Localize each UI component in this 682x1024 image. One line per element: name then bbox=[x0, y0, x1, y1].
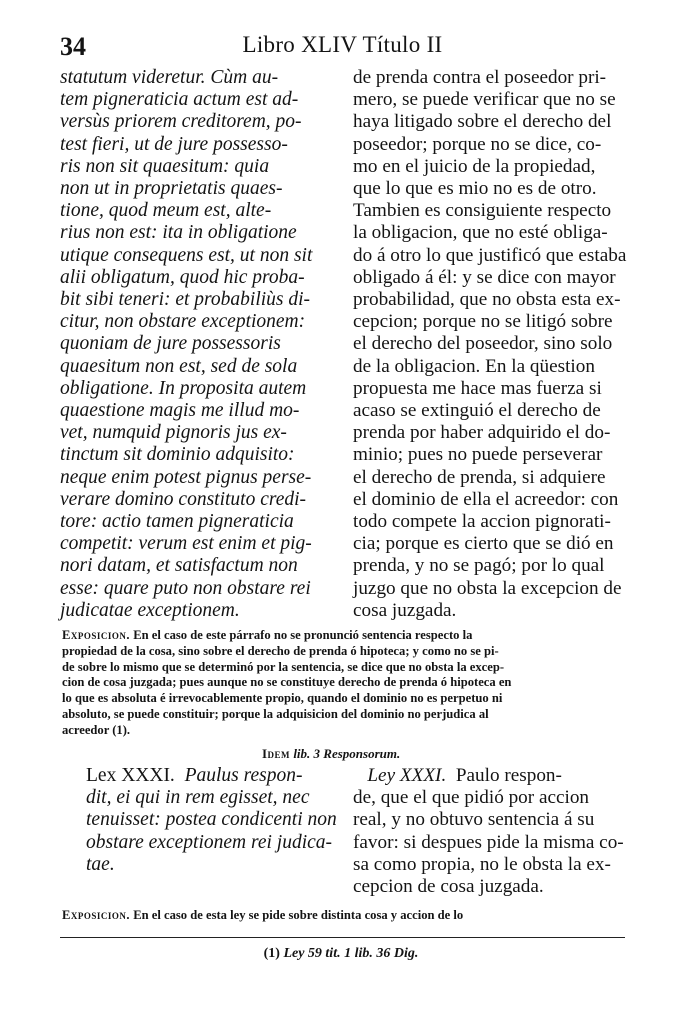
text-line: esse: quare puto non obstare rei bbox=[60, 577, 311, 599]
text-line: obligado á él: y se dice con mayor bbox=[353, 266, 616, 288]
text-line: tore: actio tamen pigneraticia bbox=[60, 511, 294, 533]
text-line: poseedor; porque no se dice, co- bbox=[353, 133, 602, 155]
text-line: tenuisset: postea condicenti non bbox=[86, 809, 337, 831]
text-line: lo que es absoluta é irrevocablemente propio, quando el dominio no es perpetuo ni bbox=[62, 691, 503, 706]
text-line: alii obligatum, quod hic proba- bbox=[60, 266, 305, 288]
text-line: minio; pues no puede perseverar bbox=[353, 444, 603, 466]
text-line: quoniam de jure possessoris bbox=[60, 333, 281, 355]
law-opening: Paulus respon- bbox=[184, 765, 303, 786]
page-number: 34 bbox=[60, 32, 86, 61]
text-line: neque enim potest pignus perse- bbox=[60, 466, 312, 488]
law-number-spanish: Ley XXXI. bbox=[367, 765, 447, 786]
running-title: Libro XLIV Título II bbox=[242, 32, 443, 57]
text-line: cepcion; porque no se litigó sobre bbox=[353, 311, 613, 333]
text-line: haya litigado sobre el derecho del bbox=[353, 111, 612, 133]
law-spanish-column bbox=[353, 765, 625, 898]
footnote-marker: (1) bbox=[263, 946, 280, 961]
text-line: cia; porque es cierto que se dió en bbox=[353, 533, 614, 555]
text-line: de, que el que pidió por accion bbox=[353, 787, 590, 809]
footnote-ley: Ley bbox=[283, 946, 305, 961]
exposition-label: Exposicion. bbox=[62, 628, 131, 642]
text-line: la obligacion, que no esté obliga- bbox=[353, 222, 608, 244]
source-reference bbox=[262, 746, 400, 762]
text-line bbox=[62, 628, 625, 644]
text-line: citur, non obstare exceptionem: bbox=[60, 311, 306, 333]
text-line: de la obligacion. En la qüestion bbox=[353, 355, 595, 377]
text-line: tae. bbox=[86, 853, 115, 875]
text-line: absoluto, se puede constituir; porque la adquisicion del dominio no perjudica al bbox=[62, 706, 489, 721]
text-line bbox=[353, 765, 625, 787]
exposition-text: En el caso de esta ley se pide sobre distinta cosa y accion de lo bbox=[130, 908, 464, 922]
text-line: statutum videretur. Cùm au- bbox=[60, 67, 279, 88]
spanish-text-column bbox=[353, 67, 625, 622]
text-line: utique consequens est, ut non sit bbox=[60, 244, 313, 266]
text-line: verare domino constituto credi- bbox=[60, 488, 307, 510]
text-line: vet, numquid pignoris jus ex- bbox=[60, 422, 287, 444]
text-line: prenda por haber adquirido el do- bbox=[353, 422, 611, 444]
text-line: mero, se puede verificar que no se bbox=[353, 89, 616, 111]
text-line: judicatae exceptionem. bbox=[60, 599, 240, 621]
exposition-label: Exposicion. bbox=[62, 908, 131, 922]
page-header bbox=[60, 32, 625, 62]
text-line: de sobre lo mismo que se determinó por la sentencia, se dice que no obsta la excep- bbox=[62, 659, 505, 674]
text-line: rius non est: ita in obligatione bbox=[60, 222, 297, 244]
text-line: juzgo que no obsta la excepcion de bbox=[353, 577, 622, 599]
text-line: el derecho de prenda, si adquiere bbox=[353, 466, 606, 488]
text-line: acaso se extinguió el derecho de bbox=[353, 400, 601, 422]
text-line: real, y no obtuvo sentencia á su bbox=[353, 809, 595, 831]
text-line: todo compete la accion pignorati- bbox=[353, 511, 611, 533]
text-line: tione, quod meum est, alte- bbox=[60, 200, 272, 222]
text-line: que lo que es mio no es de otro. bbox=[353, 178, 597, 200]
text-line: nori datam, et satisfactum non bbox=[60, 555, 298, 577]
latin-text-column bbox=[60, 67, 340, 622]
text-line: Tambien es consiguiente respecto bbox=[353, 200, 612, 222]
text-line: quaesitum non est, sed de sola bbox=[60, 355, 298, 377]
text-line: mo en el juicio de la propiedad, bbox=[353, 155, 596, 177]
text-line: de prenda contra el poseedor pri- bbox=[353, 67, 607, 88]
text-line: cepcion de cosa juzgada. bbox=[353, 876, 544, 898]
law-opening: Paulo respon- bbox=[455, 765, 562, 786]
exposition-text: En el caso de este párrafo no se pronunció sentencia respecto la bbox=[130, 628, 473, 642]
text-line: cosa juzgada. bbox=[353, 599, 457, 621]
text-line: test fieri, ut de jure possesso- bbox=[60, 133, 288, 155]
text-line: propiedad de la cosa, sino sobre el derecho de prenda ó hipoteca; y como no se pi- bbox=[62, 643, 499, 658]
text-line: sa como propia, no le obsta la ex- bbox=[353, 853, 611, 875]
text-line: tem pigneraticia actum est ad- bbox=[60, 89, 299, 111]
text-line: propuesta me hace mas fuerza si bbox=[353, 377, 602, 399]
exposition-note bbox=[62, 908, 625, 924]
text-line: ris non sit quaesitum: quia bbox=[60, 155, 270, 177]
text-line: versùs priorem creditorem, po- bbox=[60, 111, 302, 133]
text-line: cion de cosa juzgada; pues aunque no se constituye derecho de prenda ó hipoteca en bbox=[62, 675, 512, 690]
text-line: do á otro lo que justificó que estaba bbox=[353, 244, 627, 266]
exposition-note bbox=[62, 628, 625, 739]
text-line: dit, ei qui in rem egisset, nec bbox=[86, 787, 310, 809]
text-line: obligatione. In proposita autem bbox=[60, 377, 307, 399]
footnote-citation: 59 tit. 1 lib. 36 Dig. bbox=[307, 946, 419, 961]
text-line: competit: verum est enim et pig- bbox=[60, 533, 312, 555]
text-line bbox=[86, 765, 340, 787]
law-latin-column bbox=[86, 765, 340, 876]
text-line: favor: si despues pide la misma co- bbox=[353, 831, 624, 853]
text-line: prenda, y no se pagó; por lo qual bbox=[353, 555, 605, 577]
text-line: obstare exceptionem rei judica- bbox=[86, 831, 333, 853]
text-line: el dominio de ella el acreedor: con bbox=[353, 488, 619, 510]
law-number-latin: Lex XXXI. bbox=[86, 765, 175, 786]
text-line: acreedor (1). bbox=[62, 722, 131, 737]
source-work: lib. 3 Responsorum. bbox=[293, 746, 401, 761]
text-line: el derecho del poseedor, sino solo bbox=[353, 333, 613, 355]
text-line: non ut in proprietatis quaes- bbox=[60, 178, 283, 200]
text-line: quaestione magis me illud mo- bbox=[60, 400, 300, 422]
text-line: bit sibi teneri: et probabiliùs di- bbox=[60, 289, 311, 311]
footnote-divider bbox=[60, 937, 625, 938]
footnote bbox=[0, 946, 682, 962]
text-line: tinctum sit dominio adquisito: bbox=[60, 444, 295, 466]
text-line: probabilidad, que no obsta esta ex- bbox=[353, 289, 621, 311]
source-idem: Idem bbox=[262, 746, 291, 761]
